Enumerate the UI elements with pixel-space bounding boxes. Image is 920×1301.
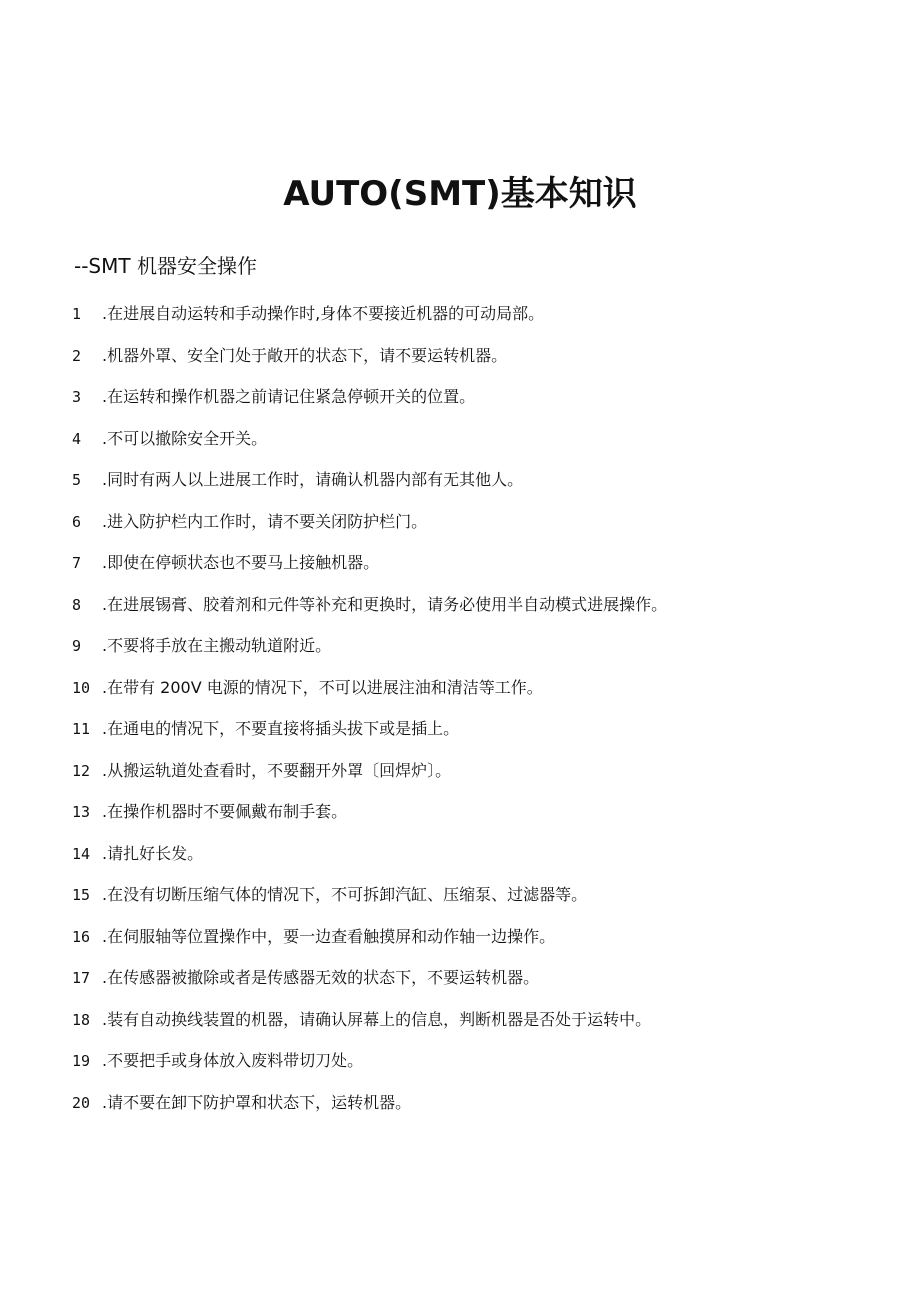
safety-rules-list [72,300,892,1130]
rule-number: 5 [72,471,82,489]
rule-text: .不可以撤除安全开关。 [102,428,268,448]
list-item [72,1006,892,1048]
rule-text: .在没有切断压缩气体的情况下，不可拆卸汽缸、压缩泵、过滤器等。 [102,885,588,904]
rule-text: .在带有 200V 电源的情况下，不可以进展注油和清洁等工作。 [102,677,543,697]
rule-number: 6 [72,512,82,531]
rule-text: .在通电的情况下，不要直接将插头拔下或是插上。 [102,719,460,738]
rule-text: .不要将手放在主搬动轨道附近。 [102,636,332,655]
rule-number: 12 [72,761,91,780]
list-item [72,881,892,923]
list-item [72,632,892,674]
rule-text: .在传感器被撤除或者是传感器无效的状态下，不要运转机器。 [102,968,540,987]
rule-text: .进入防护栏内工作时，请不要关闭防护栏门。 [102,511,428,531]
list-item [72,466,892,508]
list-item [72,840,892,882]
rule-number: 4 [72,429,82,448]
rule-number: 20 [72,1093,91,1112]
rule-text: .在运转和操作机器之前请记住紧急停顿开关的位置。 [102,387,476,406]
rule-text: .在伺服轴等位置操作中，要一边查看触摸屏和动作轴一边操作。 [102,926,556,946]
rule-number: 19 [72,1052,91,1070]
rule-number: 15 [72,886,91,904]
rule-number: 13 [72,803,91,821]
list-item [72,798,892,840]
rule-number: 9 [72,637,82,655]
rule-text: .在进展自动运转和手动操作时,身体不要接近机器的可动局部。 [102,304,545,323]
list-item [72,549,892,591]
rule-number: 1 [72,305,82,323]
rule-text: .在进展锡膏、胶着剂和元件等补充和更换时，请务必使用半自动模式进展操作。 [102,594,668,614]
rule-text: .机器外罩、安全门处于敞开的状态下，请不要运转机器。 [102,345,508,365]
list-item [72,342,892,384]
section-heading: --SMT 机器安全操作 [74,254,257,278]
list-item [72,715,892,757]
document-title: AUTO(SMT)基本知识 [283,174,637,214]
rule-number: 3 [72,388,82,406]
list-item [72,757,892,799]
list-item [72,674,892,716]
list-item [72,383,892,425]
list-item [72,508,892,550]
rule-number: 17 [72,969,91,987]
list-item [72,1089,892,1131]
list-item [72,964,892,1006]
list-item [72,591,892,633]
rule-number: 2 [72,346,82,365]
rule-number: 16 [72,927,91,946]
rule-number: 14 [72,844,91,863]
rule-text: .同时有两人以上进展工作时，请确认机器内部有无其他人。 [102,470,524,489]
list-item [72,923,892,965]
rule-number: 18 [72,1010,91,1029]
rule-text: .请扎好长发。 [102,843,204,863]
rule-text: .不要把手或身体放入废料带切刀处。 [102,1051,364,1070]
rule-text: .即使在停顿状态也不要马上接触机器。 [102,553,380,572]
rule-text: .装有自动换线装置的机器，请确认屏幕上的信息，判断机器是否处于运转中。 [102,1009,652,1029]
list-item [72,300,892,342]
list-item [72,425,892,467]
list-item [72,1047,892,1089]
rule-number: 8 [72,595,82,614]
rule-number: 7 [72,554,82,572]
rule-text: .从搬运轨道处查看时，不要翻开外罩〔回焊炉〕。 [102,760,452,780]
rule-number: 10 [72,678,91,697]
rule-text: .请不要在卸下防护罩和状态下，运转机器。 [102,1092,412,1112]
rule-number: 11 [72,720,91,738]
rule-text: .在操作机器时不要佩戴布制手套。 [102,802,348,821]
